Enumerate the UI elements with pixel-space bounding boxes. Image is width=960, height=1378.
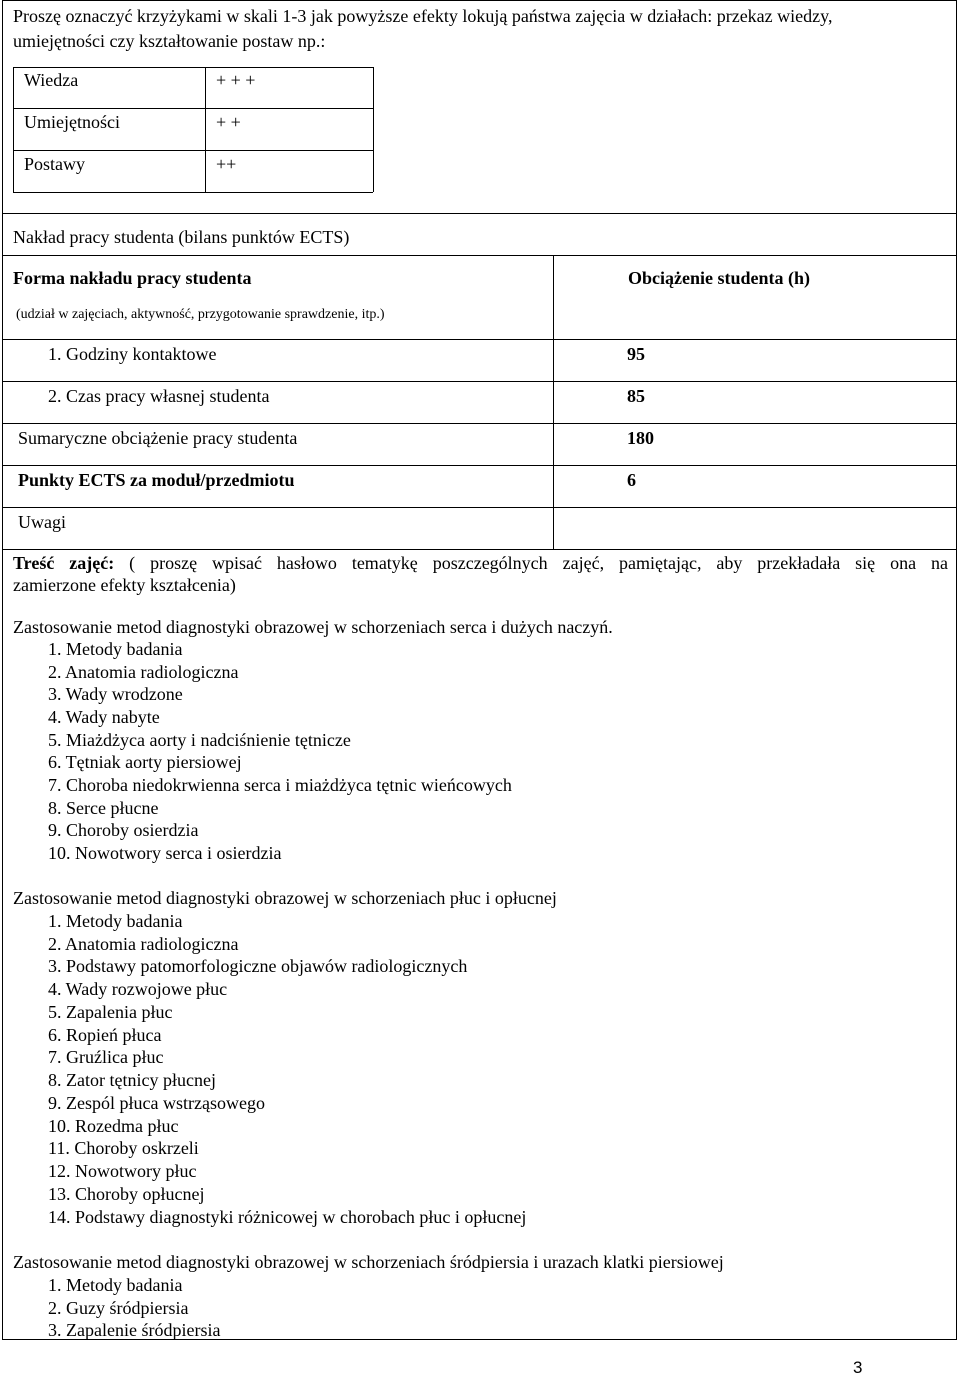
list-item: 14. Podstawy diagnostyki różnicowej w chorobach płuc i opłucnej xyxy=(48,1207,527,1227)
content-header-rest: ( proszę wpisać hasłowo tematykę poszczególnych zajęć, pamiętając, aby przekładała się ona na xyxy=(114,553,949,573)
list-item: 13. Choroby opłucnej xyxy=(48,1184,205,1204)
form-note: (udział w zajęciach, aktywność, przygotowanie sprawdzenie, itp.) xyxy=(16,307,385,322)
intro-line-1: Proszę oznaczyć krzyżykami w skali 1-3 jak powyższe efekty lokują państwa zajęcia w działach: przekaz wiedzy, xyxy=(13,6,833,26)
list-item: 8. Serce płucne xyxy=(48,798,159,818)
list-item: 4. Wady nabyte xyxy=(48,707,160,727)
list-item: 2. Anatomia radiologiczna xyxy=(48,934,239,954)
row-contact-hours-label: 1. Godziny kontaktowe xyxy=(48,344,217,364)
effect-value-skills: + + xyxy=(216,112,241,132)
list-item: 7. Gruźlica płuc xyxy=(48,1047,164,1067)
remarks-label: Uwagi xyxy=(18,512,66,532)
effect-label-knowledge: Wiedza xyxy=(24,70,79,90)
content-header-bold: Treść zajęć: xyxy=(13,553,115,573)
row-total-load-label: Sumaryczne obciążenie pracy studenta xyxy=(18,428,298,448)
list-item: 9. Choroby osierdzia xyxy=(48,820,199,840)
row-total-load-value: 180 xyxy=(627,428,654,448)
load-header: Obciążenie studenta (h) xyxy=(628,268,810,288)
intro-line-2: umiejętności czy kształtowanie postaw np.: xyxy=(13,31,326,51)
list-item: 1. Metody badania xyxy=(48,639,183,659)
effect-value-attitudes: ++ xyxy=(216,154,237,174)
section-title-mediastinum: Zastosowanie metod diagnostyki obrazowej w schorzeniach śródpiersia i urazach klatki piersiowej xyxy=(13,1252,724,1272)
row-self-study-label: 2. Czas pracy własnej studenta xyxy=(48,386,270,406)
list-item: 3. Podstawy patomorfologiczne objawów radiologicznych xyxy=(48,956,468,976)
list-item: 4. Wady rozwojowe płuc xyxy=(48,979,228,999)
list-item: 5. Zapalenia płuc xyxy=(48,1002,173,1022)
list-item: 3. Zapalenie śródpiersia xyxy=(48,1320,221,1340)
row-ects-points-label: Punkty ECTS za moduł/przedmiotu xyxy=(18,470,295,490)
list-item: 12. Nowotwory płuc xyxy=(48,1161,197,1181)
effect-label-skills: Umiejętności xyxy=(24,112,120,132)
list-item: 10. Rozedma płuc xyxy=(48,1116,179,1136)
page-number: 3 xyxy=(853,1358,863,1377)
list-item: 1. Metody badania xyxy=(48,911,183,931)
content-header-line-1 xyxy=(13,553,948,574)
section-title-heart: Zastosowanie metod diagnostyki obrazowej w schorzeniach serca i dużych naczyń. xyxy=(13,617,613,637)
content-header-line-2: zamierzone efekty kształcenia) xyxy=(13,575,236,595)
list-item: 5. Miażdżyca aorty i nadciśnienie tętnicze xyxy=(48,730,351,750)
form-header: Forma nakładu pracy studenta xyxy=(13,268,252,288)
list-item: 3. Wady wrodzone xyxy=(48,684,183,704)
list-item: 7. Choroba niedokrwienna serca i miażdżyca tętnic wieńcowych xyxy=(48,775,512,795)
effect-value-knowledge: + + + xyxy=(216,70,256,90)
section-title-lungs: Zastosowanie metod diagnostyki obrazowej w schorzeniach płuc i opłucnej xyxy=(13,888,557,908)
ects-title: Nakład pracy studenta (bilans punktów ECTS) xyxy=(13,227,350,247)
list-item: 11. Choroby oskrzeli xyxy=(48,1138,199,1158)
effect-label-attitudes: Postawy xyxy=(24,154,86,174)
list-item: 1. Metody badania xyxy=(48,1275,183,1295)
list-item: 9. Zespól płuca wstrząsowego xyxy=(48,1093,265,1113)
list-item: 10. Nowotwory serca i osierdzia xyxy=(48,843,282,863)
list-item: 2. Anatomia radiologiczna xyxy=(48,662,239,682)
list-item: 6. Ropień płuca xyxy=(48,1025,162,1045)
list-item: 8. Zator tętnicy płucnej xyxy=(48,1070,216,1090)
row-self-study-value: 85 xyxy=(627,386,645,406)
row-contact-hours-value: 95 xyxy=(627,344,645,364)
list-item: 6. Tętniak aorty piersiowej xyxy=(48,752,242,772)
list-item: 2. Guzy śródpiersia xyxy=(48,1298,189,1318)
row-ects-points-value: 6 xyxy=(627,470,636,490)
